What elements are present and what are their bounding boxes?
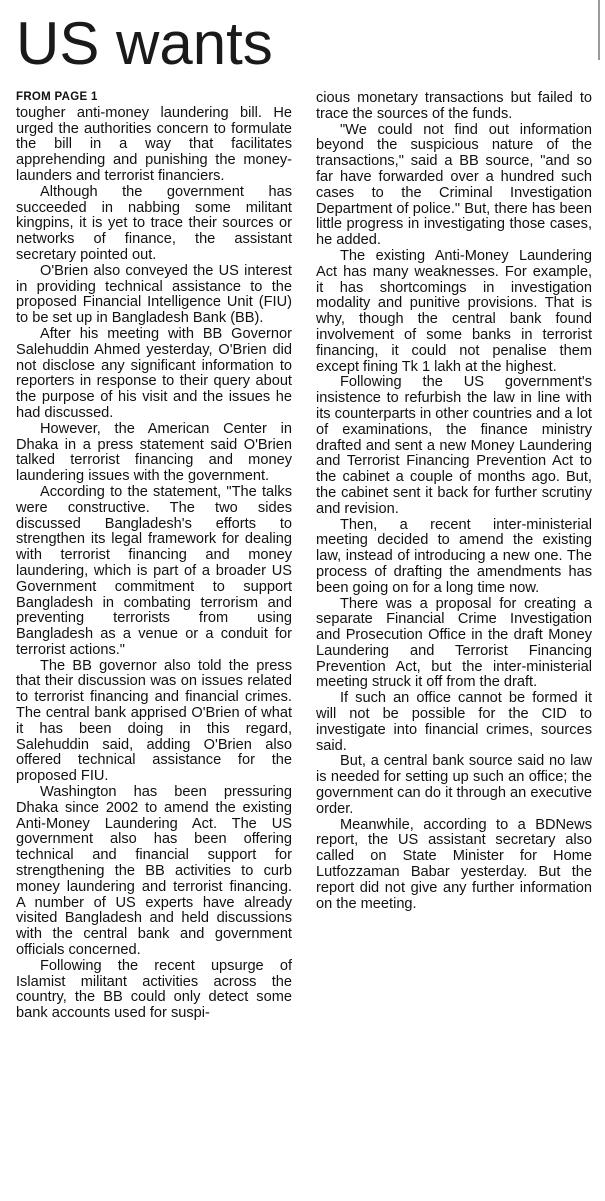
paragraph: Washington has been pressuring Dhaka since 2002 to amend the existing Anti-Money Laundering Act. The US government also has been offering technical and financial support for strengthening the BB activities to curb money laundering and terrorist financing. A number of US experts have already visited Bangladesh and held discussions with the central bank and government officials concerned. — [16, 784, 292, 959]
paragraph: tougher anti-money laundering bill. He urged the authorities concern to formulate the bill in a way that facilitates apprehending and punishing the money-launders and terrorist financiers. — [16, 104, 292, 184]
paragraph: However, the American Center in Dhaka in a press statement said O'Brien talked terrorist financing and money laundering issues with the government. — [16, 420, 292, 485]
paragraph: If such an office cannot be formed it will not be possible for the CID to investigate into financial crimes, sources said. — [316, 690, 592, 754]
paragraph: But, a central bank source said no law is needed for setting up such an office; the government can do it through an executive order. — [316, 753, 592, 817]
paragraph: cious monetary transactions but failed to trace the sources of the funds. — [316, 91, 592, 122]
article-column-2 — [316, 91, 592, 1199]
paragraph: O'Brien also conveyed the US interest in providing technical assistance to the proposed Financial Intelligence Unit (FIU) to be set up in Bangladesh Bank (BB). — [16, 262, 292, 327]
paragraph: The existing Anti-Money Laundering Act has many weaknesses. For example, it has shortcomings in investigation modality and punitive provisions. That is why, though the central bank found involvement of some banks in terrorist financing, it could not penalise them except fining Tk 1 lakh at the highest. — [316, 247, 592, 375]
paragraph: Although the government has succeeded in nabbing some militant kingpins, it is yet to trace their sources or networks of finance, the assistant secretary pointed out. — [16, 183, 292, 263]
article-column-1 — [16, 90, 292, 1198]
paragraph: Then, a recent inter-ministerial meeting decided to amend the existing law, instead of introducing a new one. The process of drafting the amendments has been going on for a long time now. — [316, 516, 592, 596]
headline: US wants — [16, 10, 273, 77]
jump-kicker: FROM PAGE 1 — [16, 91, 98, 103]
paragraph: Following the recent upsurge of Islamist militant activities across the country, the BB could only detect some bank accounts used for suspi- — [16, 957, 292, 1022]
paragraph: Meanwhile, according to a BDNews report, the US assistant secretary also called on State Minister for Home Lutfozzaman Babar yesterday. But the report did not give any further information on the meeting. — [316, 816, 592, 912]
paragraph: According to the statement, "The talks were constructive. The two sides discussed Bangladesh's efforts to strengthen its legal framework for dealing with terrorist financing and money laundering, which is part of a broader US Government commitment to support Bangladesh in combating terrorism and preventing terrorists from using Bangladesh as a venue or a conduit for terrorist actions." — [16, 483, 292, 658]
column-rule — [598, 0, 600, 60]
paragraph: There was a proposal for creating a separate Financial Crime Investigation and Prosecution Office in the draft Money Laundering and Terrorist Financing Prevention Act, but the inter-ministerial meeting struck it off from the draft. — [316, 595, 592, 691]
paragraph: The BB governor also told the press that their discussion was on issues related to terrorist financing and financial crimes. The central bank apprised O'Brien of what it has been doing in this regard, Salehuddin said, adding O'Brien also offered technical assistance for the proposed FIU. — [16, 657, 292, 785]
paragraph: After his meeting with BB Governor Salehuddin Ahmed yesterday, O'Brien did not disclose any significant information to reporters in response to their query about the purpose of his visit and the issues he had discussed. — [16, 325, 292, 421]
paragraph: "We could not find out information beyond the suspicious nature of the transactions," said a BB source, "and so far have forwarded over a hundred such cases to the Criminal Investigation Department of police." But, there has been little progress in investigating those cases, he added. — [316, 121, 592, 249]
paragraph: Following the US government's insistence to refurbish the law in line with its counterparts in other countries and a lot of examinations, the finance ministry drafted and sent a new Money Laundering and Terrorist Financing Prevention Act to the cabinet a couple of months ago. But, the cabinet sent it back for further scrutiny and revision. — [316, 374, 592, 517]
